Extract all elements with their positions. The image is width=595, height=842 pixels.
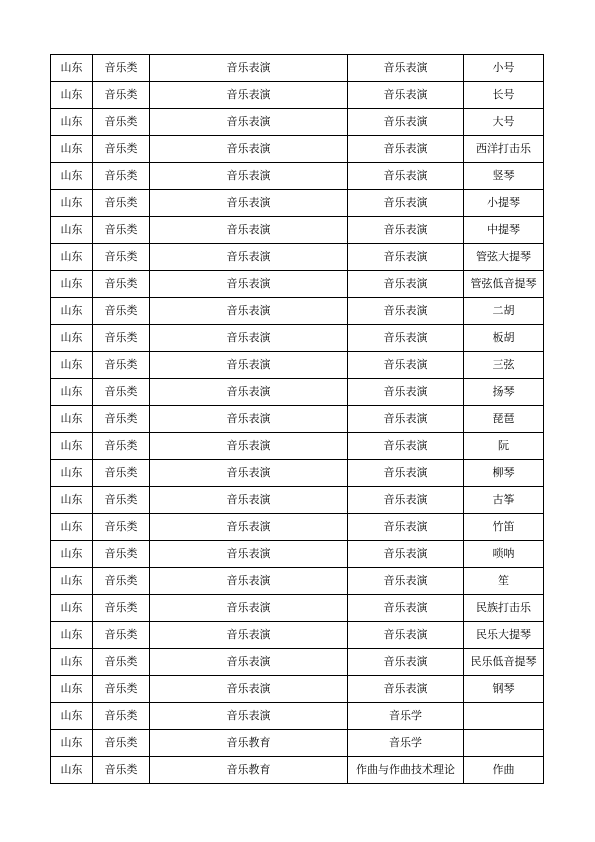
province-cell: 山东 [51,703,93,730]
province-cell: 山东 [51,217,93,244]
program-cell: 音乐表演 [150,379,348,406]
program-table [50,54,544,784]
instrument-cell: 民乐大提琴 [464,622,544,649]
province-cell: 山东 [51,514,93,541]
major-cell: 音乐表演 [348,163,464,190]
category-cell: 音乐类 [93,568,150,595]
category-cell: 音乐类 [93,514,150,541]
category-cell: 音乐类 [93,325,150,352]
province-cell: 山东 [51,595,93,622]
category-cell: 音乐类 [93,109,150,136]
table-row [51,217,544,244]
program-cell: 音乐表演 [150,244,348,271]
instrument-cell: 钢琴 [464,676,544,703]
province-cell: 山东 [51,676,93,703]
category-cell: 音乐类 [93,595,150,622]
program-cell: 音乐表演 [150,271,348,298]
instrument-cell: 竹笛 [464,514,544,541]
instrument-cell: 管弦低音提琴 [464,271,544,298]
program-cell: 音乐表演 [150,325,348,352]
instrument-cell: 中提琴 [464,217,544,244]
province-cell: 山东 [51,379,93,406]
program-cell: 音乐表演 [150,676,348,703]
province-cell: 山东 [51,298,93,325]
program-cell: 音乐表演 [150,298,348,325]
category-cell: 音乐类 [93,433,150,460]
category-cell: 音乐类 [93,622,150,649]
table-row [51,82,544,109]
category-cell: 音乐类 [93,244,150,271]
major-cell: 音乐表演 [348,244,464,271]
major-cell: 音乐表演 [348,325,464,352]
table-body [51,55,544,784]
table-row [51,757,544,784]
program-cell: 音乐表演 [150,136,348,163]
table-row [51,487,544,514]
category-cell: 音乐类 [93,649,150,676]
province-cell: 山东 [51,460,93,487]
program-cell: 音乐表演 [150,595,348,622]
major-cell: 音乐表演 [348,190,464,217]
category-cell: 音乐类 [93,487,150,514]
program-cell: 音乐表演 [150,568,348,595]
table-row [51,541,544,568]
instrument-cell: 小号 [464,55,544,82]
program-cell: 音乐表演 [150,487,348,514]
table-row [51,406,544,433]
instrument-cell: 三弦 [464,352,544,379]
major-cell: 音乐表演 [348,568,464,595]
table-row [51,379,544,406]
major-cell: 音乐表演 [348,136,464,163]
province-cell: 山东 [51,82,93,109]
major-cell: 音乐学 [348,703,464,730]
category-cell: 音乐类 [93,55,150,82]
instrument-cell: 阮 [464,433,544,460]
province-cell: 山东 [51,757,93,784]
category-cell: 音乐类 [93,406,150,433]
province-cell: 山东 [51,649,93,676]
major-cell: 音乐表演 [348,676,464,703]
table-row [51,649,544,676]
instrument-cell: 柳琴 [464,460,544,487]
province-cell: 山东 [51,190,93,217]
category-cell: 音乐类 [93,352,150,379]
program-cell: 音乐表演 [150,460,348,487]
province-cell: 山东 [51,136,93,163]
table-row [51,136,544,163]
program-cell: 音乐教育 [150,757,348,784]
major-cell: 音乐表演 [348,352,464,379]
instrument-cell: 板胡 [464,325,544,352]
province-cell: 山东 [51,406,93,433]
province-cell: 山东 [51,163,93,190]
program-cell: 音乐表演 [150,109,348,136]
table-row [51,730,544,757]
category-cell: 音乐类 [93,460,150,487]
program-cell: 音乐表演 [150,55,348,82]
category-cell: 音乐类 [93,676,150,703]
major-cell: 音乐表演 [348,541,464,568]
province-cell: 山东 [51,55,93,82]
province-cell: 山东 [51,568,93,595]
program-cell: 音乐表演 [150,163,348,190]
instrument-cell: 大号 [464,109,544,136]
table-row [51,352,544,379]
major-cell: 音乐表演 [348,217,464,244]
table-row [51,433,544,460]
instrument-cell [464,703,544,730]
table-row [51,676,544,703]
province-cell: 山东 [51,109,93,136]
major-cell: 音乐表演 [348,487,464,514]
major-cell: 音乐表演 [348,649,464,676]
category-cell: 音乐类 [93,298,150,325]
table-row [51,703,544,730]
table-row [51,244,544,271]
instrument-cell: 竖琴 [464,163,544,190]
instrument-cell: 管弦大提琴 [464,244,544,271]
category-cell: 音乐类 [93,271,150,298]
program-cell: 音乐表演 [150,541,348,568]
instrument-cell: 民族打击乐 [464,595,544,622]
program-cell: 音乐表演 [150,433,348,460]
table-row [51,163,544,190]
major-cell: 音乐表演 [348,271,464,298]
major-cell: 音乐表演 [348,433,464,460]
table-row [51,595,544,622]
category-cell: 音乐类 [93,379,150,406]
category-cell: 音乐类 [93,136,150,163]
program-cell: 音乐表演 [150,352,348,379]
table-row [51,55,544,82]
instrument-cell: 笙 [464,568,544,595]
province-cell: 山东 [51,271,93,298]
table-row [51,460,544,487]
major-cell: 作曲与作曲技术理论 [348,757,464,784]
instrument-cell: 古筝 [464,487,544,514]
province-cell: 山东 [51,541,93,568]
instrument-cell: 民乐低音提琴 [464,649,544,676]
table-row [51,622,544,649]
province-cell: 山东 [51,325,93,352]
instrument-cell [464,730,544,757]
province-cell: 山东 [51,622,93,649]
major-cell: 音乐表演 [348,298,464,325]
major-cell: 音乐表演 [348,379,464,406]
program-cell: 音乐表演 [150,703,348,730]
program-cell: 音乐教育 [150,730,348,757]
major-cell: 音乐表演 [348,622,464,649]
category-cell: 音乐类 [93,730,150,757]
province-cell: 山东 [51,730,93,757]
category-cell: 音乐类 [93,82,150,109]
program-cell: 音乐表演 [150,622,348,649]
category-cell: 音乐类 [93,703,150,730]
table-row [51,568,544,595]
major-cell: 音乐表演 [348,406,464,433]
program-cell: 音乐表演 [150,649,348,676]
table-row [51,271,544,298]
instrument-cell: 唢呐 [464,541,544,568]
province-cell: 山东 [51,244,93,271]
major-cell: 音乐表演 [348,514,464,541]
province-cell: 山东 [51,352,93,379]
category-cell: 音乐类 [93,217,150,244]
major-cell: 音乐学 [348,730,464,757]
major-cell: 音乐表演 [348,460,464,487]
table-row [51,109,544,136]
program-cell: 音乐表演 [150,514,348,541]
program-cell: 音乐表演 [150,217,348,244]
instrument-cell: 扬琴 [464,379,544,406]
category-cell: 音乐类 [93,190,150,217]
instrument-cell: 二胡 [464,298,544,325]
program-cell: 音乐表演 [150,82,348,109]
table-row [51,514,544,541]
major-cell: 音乐表演 [348,82,464,109]
province-cell: 山东 [51,433,93,460]
major-cell: 音乐表演 [348,595,464,622]
major-cell: 音乐表演 [348,109,464,136]
instrument-cell: 作曲 [464,757,544,784]
province-cell: 山东 [51,487,93,514]
category-cell: 音乐类 [93,163,150,190]
table-row [51,190,544,217]
program-cell: 音乐表演 [150,406,348,433]
instrument-cell: 小提琴 [464,190,544,217]
instrument-cell: 琵琶 [464,406,544,433]
instrument-cell: 长号 [464,82,544,109]
table-row [51,298,544,325]
table-row [51,325,544,352]
category-cell: 音乐类 [93,757,150,784]
category-cell: 音乐类 [93,541,150,568]
instrument-cell: 西洋打击乐 [464,136,544,163]
program-cell: 音乐表演 [150,190,348,217]
major-cell: 音乐表演 [348,55,464,82]
